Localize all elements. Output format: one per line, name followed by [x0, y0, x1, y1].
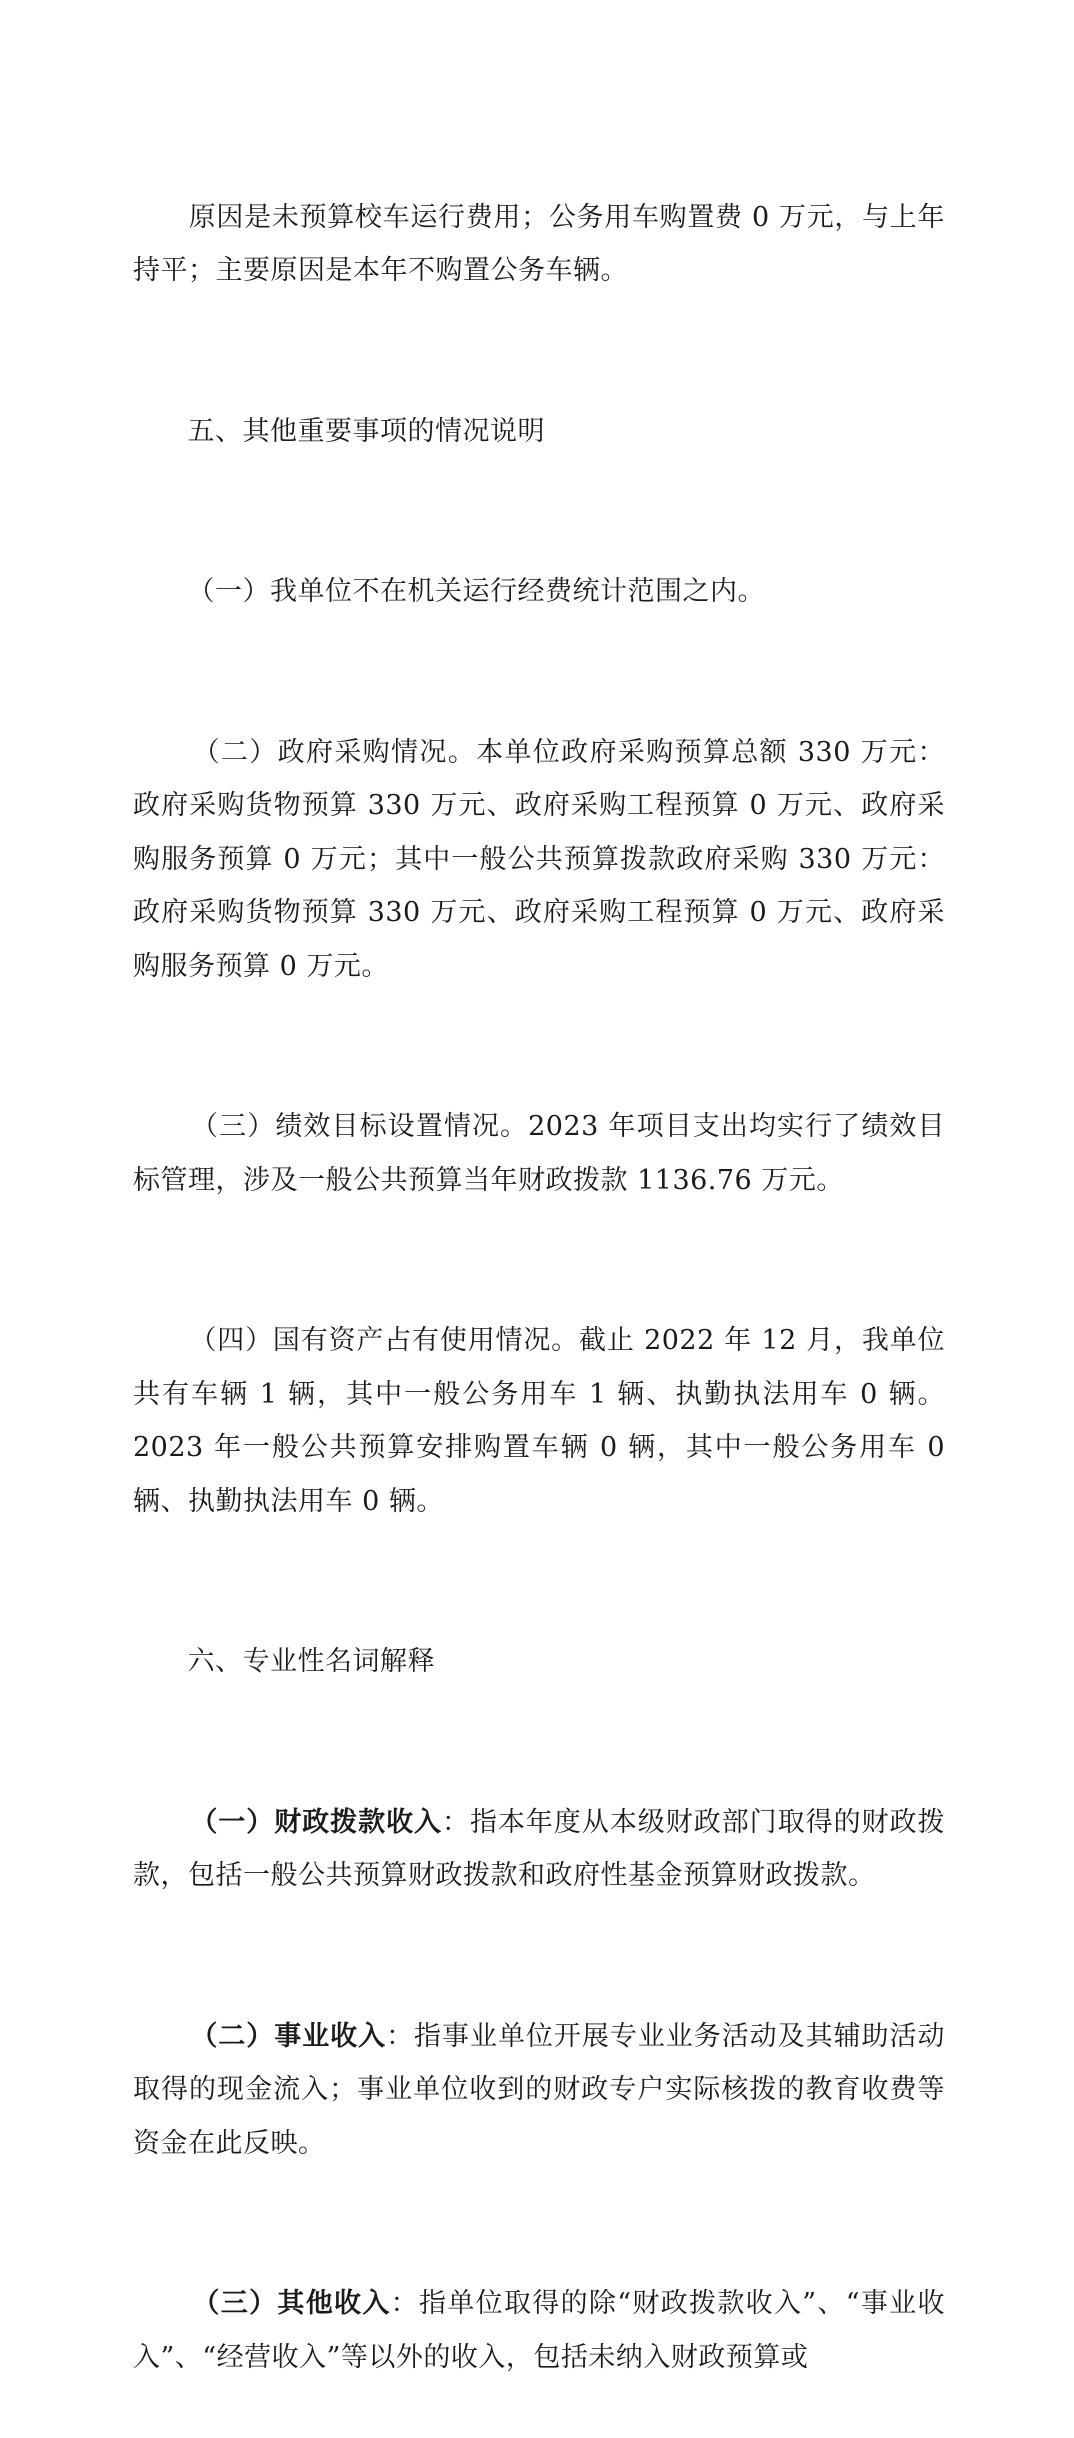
- section-heading-other-matters: [133, 351, 945, 512]
- paragraph-text: （二）政府采购情况。本单位政府采购预算总额 330 万元：政府采购货物预算 330 万元、政府采购工程预算 0 万元、政府采购服务预算 0 万元；其中一般公共预算拨款政府采购 330 万元：政府采购货物预算 330 万元、政府采购工程预算 0 万元、政府采购服务预算 0 万元。: [133, 736, 945, 982]
- term-other-income: [133, 2224, 945, 2438]
- paragraph-vehicle-costs: [133, 137, 945, 351]
- heading-text: 六、专业性名词解释: [187, 1646, 435, 1677]
- paragraph-text: 原因是未预算校车运行费用；公务用车购置费 0 万元，与上年持平；主要原因是本年不购置公务车辆。: [133, 201, 946, 286]
- term-definition: ：指事业单位开展专业业务活动及其辅助活动取得的现金流入；事业单位收到的财政专户实际核拨的教育收费等资金在此反映。: [133, 2020, 945, 2159]
- term-label: （一）财政拨款收入: [190, 1806, 443, 1838]
- document-body: [133, 137, 955, 2438]
- term-label: （三）其他收入: [192, 2288, 391, 2319]
- term-definition: ：指本年度从本级财政部门取得的财政拨款，包括一般公共预算财政拨款和政府性基金预算财政拨款。: [133, 1806, 945, 1891]
- term-label: （二）事业收入: [190, 2020, 387, 2052]
- section-heading-terminology: [133, 1582, 945, 1743]
- paragraph-text: （一）我单位不在机关运行经费统计范围之内。: [187, 576, 765, 607]
- paragraph-text: （三）绩效目标设置情况。2023 年项目支出均实行了绩效目标管理，涉及一般公共预算当年财政拨款 1136.76 万元。: [133, 1111, 946, 1196]
- term-fiscal-appropriation-income: [133, 1742, 945, 1956]
- heading-text: 五、其他重要事项的情况说明: [187, 415, 545, 447]
- paragraph-performance-targets: [133, 1047, 945, 1261]
- term-definition: ：指单位取得的除“财政拨款收入”、“事业收入”、“经营收入”等以外的收入，包括未纳入财政预算或: [133, 2288, 945, 2373]
- paragraph-government-procurement: [133, 672, 945, 1047]
- paragraph-operating-funds: [133, 512, 945, 673]
- term-business-income: [133, 1956, 945, 2224]
- paragraph-state-assets: [133, 1261, 955, 1582]
- paragraph-text: （四）国有资产占有使用情况。截止 2022 年 12 月，我单位共有车辆 1 辆，其中一般公务用车 1 辆、执勤执法用车 0 辆。2023 年一般公共预算安排购置车辆 0 辆，其中一般公务用车 0 辆、执勤执法用车 0 辆。: [133, 1325, 955, 1517]
